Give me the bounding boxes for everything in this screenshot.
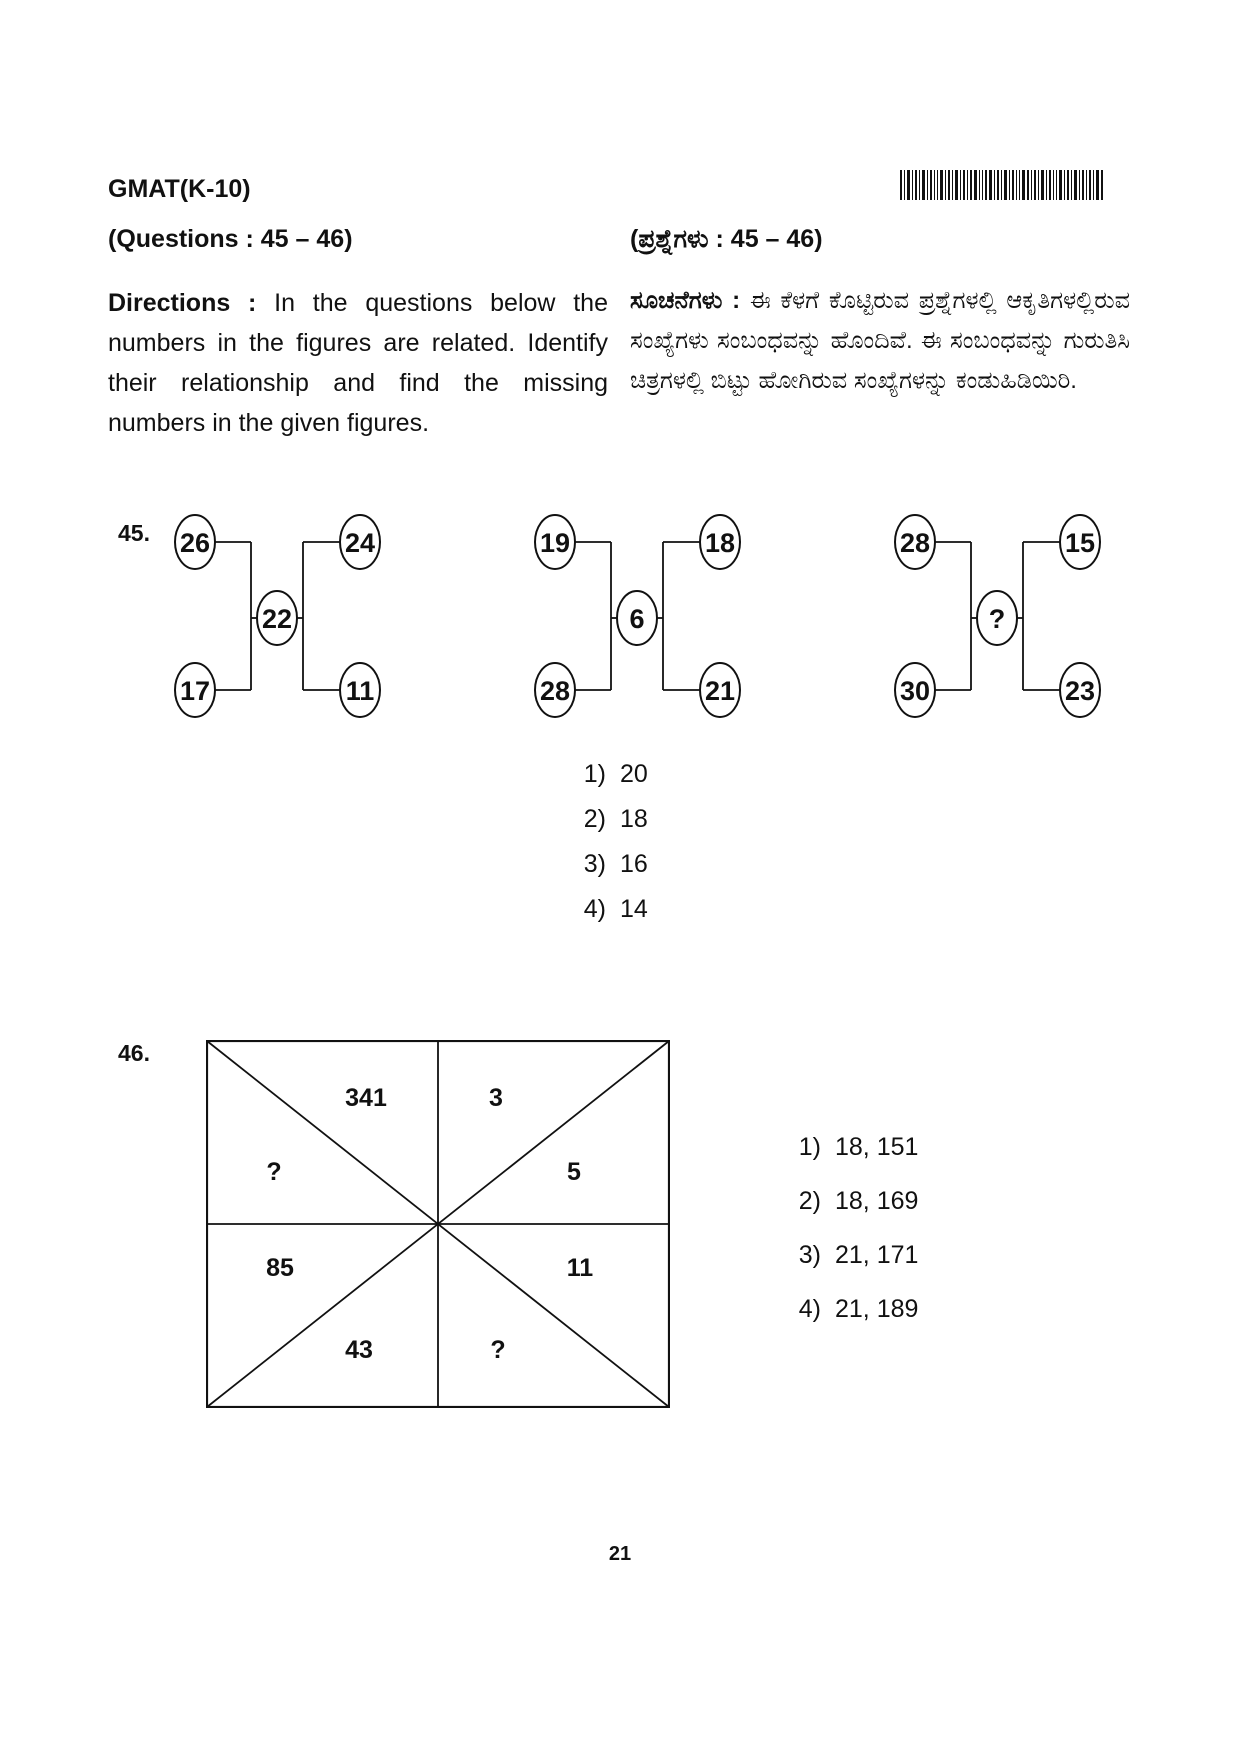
option-value: 18: [620, 805, 648, 833]
option-item[interactable]: [775, 1241, 918, 1295]
option-value: 16: [620, 850, 648, 878]
option-item[interactable]: [775, 1133, 918, 1187]
option-number: 2): [798, 1187, 821, 1215]
figure-top-right-value: 24: [344, 528, 376, 558]
option-item[interactable]: [775, 1295, 918, 1349]
question-46-figure: [206, 1040, 670, 1408]
directions-text: In the questions below the numbers in the figures are related. Identify their relationship and find the missing numbers in the given figures.: [108, 289, 608, 437]
option-value: 18, 151: [835, 1133, 919, 1161]
option-value: 18, 169: [835, 1187, 919, 1215]
figure-bottom-left-value: 30: [899, 676, 931, 706]
directions-kannada-text: ಈ ಕೆಳಗೆ ಕೊಟ್ಟಿರುವ ಪ್ರಶ್ನೆಗಳಲ್ಲಿ ಆಕೃತಿಗಳಲ್ಲಿರುವ ಸಂಖ್ಯೆಗಳು ಸಂಬಂಧವನ್ನು ಹೊಂದಿವೆ. ಈ ಸಂಬಂಧವನ್ನು ಗುರುತಿಸಿ ಚಿತ್ರಗಳಲ್ಲಿ ಬಿಟ್ಟು ಹೋಗಿರುವ ಸಂಖ್ಯೆಗಳನ್ನು ಕಂಡುಹಿಡಿಯಿರಿ.: [630, 287, 1130, 394]
option-value: 21, 189: [835, 1295, 919, 1323]
question-46-options: [775, 1133, 918, 1349]
option-item[interactable]: [560, 850, 648, 895]
figure-bottom-right-value: 21: [704, 676, 736, 706]
questions-range-english: (Questions : 45 – 46): [108, 225, 353, 253]
directions-kannada: [630, 281, 1130, 401]
option-number: 1): [583, 760, 606, 788]
option-value: 20: [620, 760, 648, 788]
figure-top-right-value: 15: [1064, 528, 1096, 558]
paper-code: GMAT(K-10): [108, 175, 251, 203]
figure-bottom-left-value: 28: [539, 676, 571, 706]
directions-label: Directions :: [108, 289, 257, 317]
page-number: 21: [608, 1543, 632, 1565]
cell-bottom-left: 43: [345, 1336, 373, 1364]
option-value: 21, 171: [835, 1241, 919, 1269]
cell-left-bottom: 85: [266, 1254, 294, 1282]
figure-top-left-value: 28: [899, 528, 931, 558]
option-value: 14: [620, 895, 648, 923]
questions-range-kannada: (ಪ್ರಶ್ನೆಗಳು : 45 – 46): [630, 225, 823, 253]
option-number: 4): [798, 1295, 821, 1323]
figure-center-value: 22: [261, 604, 293, 634]
question-45-number: 45.: [118, 520, 150, 546]
question-45-options: [560, 760, 648, 940]
option-item[interactable]: [560, 805, 648, 850]
figure-bottom-right-value: 11: [345, 676, 375, 706]
option-number: 3): [798, 1241, 821, 1269]
cell-top-left: 341: [345, 1084, 387, 1112]
option-item[interactable]: [560, 760, 648, 805]
option-number: 1): [798, 1133, 821, 1161]
cell-top-right: 3: [489, 1084, 503, 1112]
option-number: 4): [583, 895, 606, 923]
figure-center-value: ?: [988, 604, 1006, 634]
figure-top-left-value: 26: [179, 528, 211, 558]
cell-bottom-right: ?: [490, 1336, 506, 1364]
cell-left-top: ?: [266, 1158, 282, 1186]
cell-right-bottom: 11: [566, 1254, 594, 1282]
figure-top-right-value: 18: [704, 528, 736, 558]
option-item[interactable]: [775, 1187, 918, 1241]
figure-top-left-value: 19: [539, 528, 571, 558]
directions-kannada-label: ಸೂಚನೆಗಳು :: [630, 287, 741, 314]
cell-right-top: 5: [567, 1158, 581, 1186]
directions-english: [108, 283, 608, 443]
question-46-number: 46.: [118, 1040, 150, 1066]
question-45-figures: [0, 500, 1240, 740]
option-number: 2): [583, 805, 606, 833]
figure-center-value: 6: [629, 604, 645, 634]
figure-bottom-right-value: 23: [1064, 676, 1096, 706]
barcode-image: [900, 170, 1105, 200]
option-item[interactable]: [560, 895, 648, 940]
option-number: 3): [583, 850, 606, 878]
figure-bottom-left-value: 17: [179, 676, 211, 706]
